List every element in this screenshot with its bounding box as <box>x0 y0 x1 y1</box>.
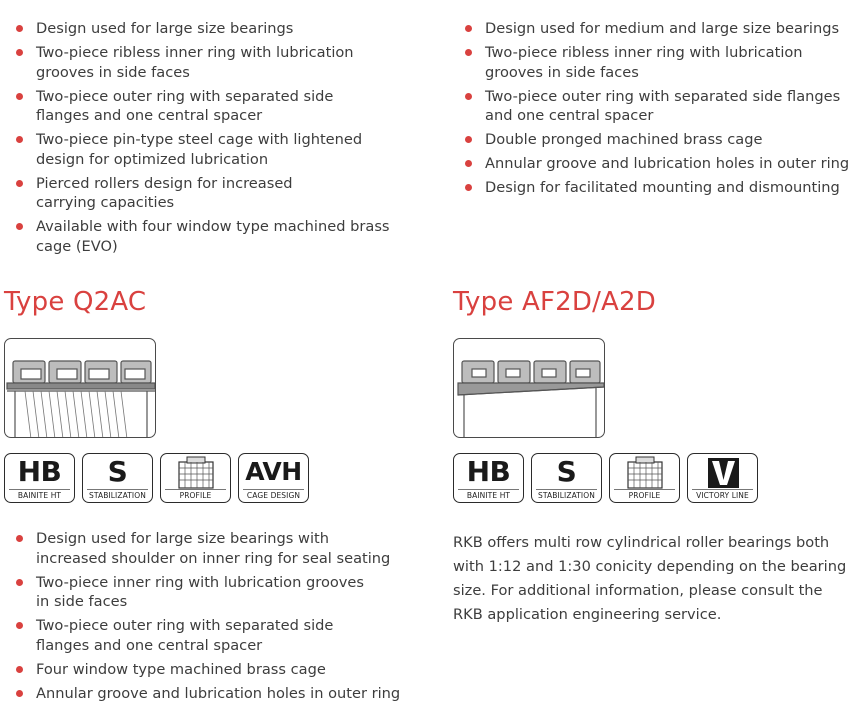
list-item: Double pronged machined brass cage <box>452 130 856 150</box>
list-item: Two-piece outer ring with separated side flanges and one central spacer <box>0 616 420 655</box>
bearing-drawing-q2ac <box>4 338 156 438</box>
left-bottom-column <box>0 529 420 708</box>
feature-badges-q2ac <box>4 453 309 503</box>
profile-icon <box>610 454 681 492</box>
list-item: Two-piece ribless inner ring with lubrication grooves in side faces <box>0 43 420 82</box>
badge-stabilization-label: STABILIZATION <box>538 491 595 500</box>
list-item: Two-piece ribless inner ring with lubrication grooves in side faces <box>452 43 856 82</box>
section-title-q2ac: Type Q2AC <box>4 287 147 317</box>
badge-stabilization <box>531 453 602 503</box>
badge-bainite <box>453 453 524 503</box>
badge-stabilization-mark: S <box>556 455 577 488</box>
list-item: Four window type machined brass cage <box>0 660 420 680</box>
list-item: Two-piece inner ring with lubrication grooves in side faces <box>0 573 420 612</box>
badge-bainite-mark: HB <box>466 455 511 488</box>
badge-cage-design-mark: AVH <box>245 457 302 486</box>
badge-profile <box>160 453 231 503</box>
list-item: Pierced rollers design for increased carrying capacities <box>0 174 420 213</box>
victory-line-icon <box>688 454 759 492</box>
left-bottom-bullet-list <box>0 529 420 703</box>
badge-bainite-label: BAINITE HT <box>466 491 511 500</box>
badge-stabilization-mark: S <box>107 455 128 488</box>
list-item: Two-piece outer ring with separated side flanges and one central spacer <box>0 87 420 126</box>
badge-stabilization <box>82 453 153 503</box>
badge-profile <box>609 453 680 503</box>
list-item: Design used for medium and large size bearings <box>452 19 856 39</box>
af2d-description: RKB offers multi row cylindrical roller bearings both with 1:12 and 1:30 conicity depending on the bearing size. For additional information, please consult the RKB application engineering service. <box>453 534 847 623</box>
badge-profile-label: PROFILE <box>179 491 212 500</box>
left-column <box>0 19 420 261</box>
list-item: Design used for large size bearings with increased shoulder on inner ring for seal seating <box>0 529 420 568</box>
profile-icon <box>161 454 232 492</box>
list-item: Two-piece pin-type steel cage with lightened design for optimized lubrication <box>0 130 420 169</box>
badge-bainite-label: BAINITE HT <box>17 491 62 500</box>
list-item: Available with four window type machined brass cage (EVO) <box>0 217 420 256</box>
badge-cage-design-label: CAGE DESIGN <box>246 491 301 500</box>
section-title-af2d-a2d: Type AF2D/A2D <box>453 287 656 317</box>
badge-bainite-mark: HB <box>17 455 62 488</box>
list-item: Design used for large size bearings <box>0 19 420 39</box>
badge-profile-label: PROFILE <box>628 491 661 500</box>
badge-victory-line-label: VICTORY LINE <box>696 491 749 500</box>
badge-victory-line <box>687 453 758 503</box>
list-item: Design for facilitated mounting and dismounting <box>452 178 856 198</box>
list-item: Annular groove and lubrication holes in outer ring <box>452 154 856 174</box>
bearing-drawing-af2d <box>453 338 605 438</box>
bearing-cross-section-icon <box>454 339 605 438</box>
badge-bainite <box>4 453 75 503</box>
list-item: Two-piece outer ring with separated side flanges and one central spacer <box>452 87 856 126</box>
badge-stabilization-label: STABILIZATION <box>89 491 146 500</box>
badge-cage-design <box>238 453 309 503</box>
bearing-cross-section-icon <box>5 339 156 438</box>
feature-badges-af2d <box>453 453 758 503</box>
left-top-bullet-list <box>0 19 420 256</box>
list-item: Annular groove and lubrication holes in outer ring <box>0 684 420 704</box>
right-top-bullet-list <box>452 19 856 198</box>
right-column <box>452 19 856 202</box>
